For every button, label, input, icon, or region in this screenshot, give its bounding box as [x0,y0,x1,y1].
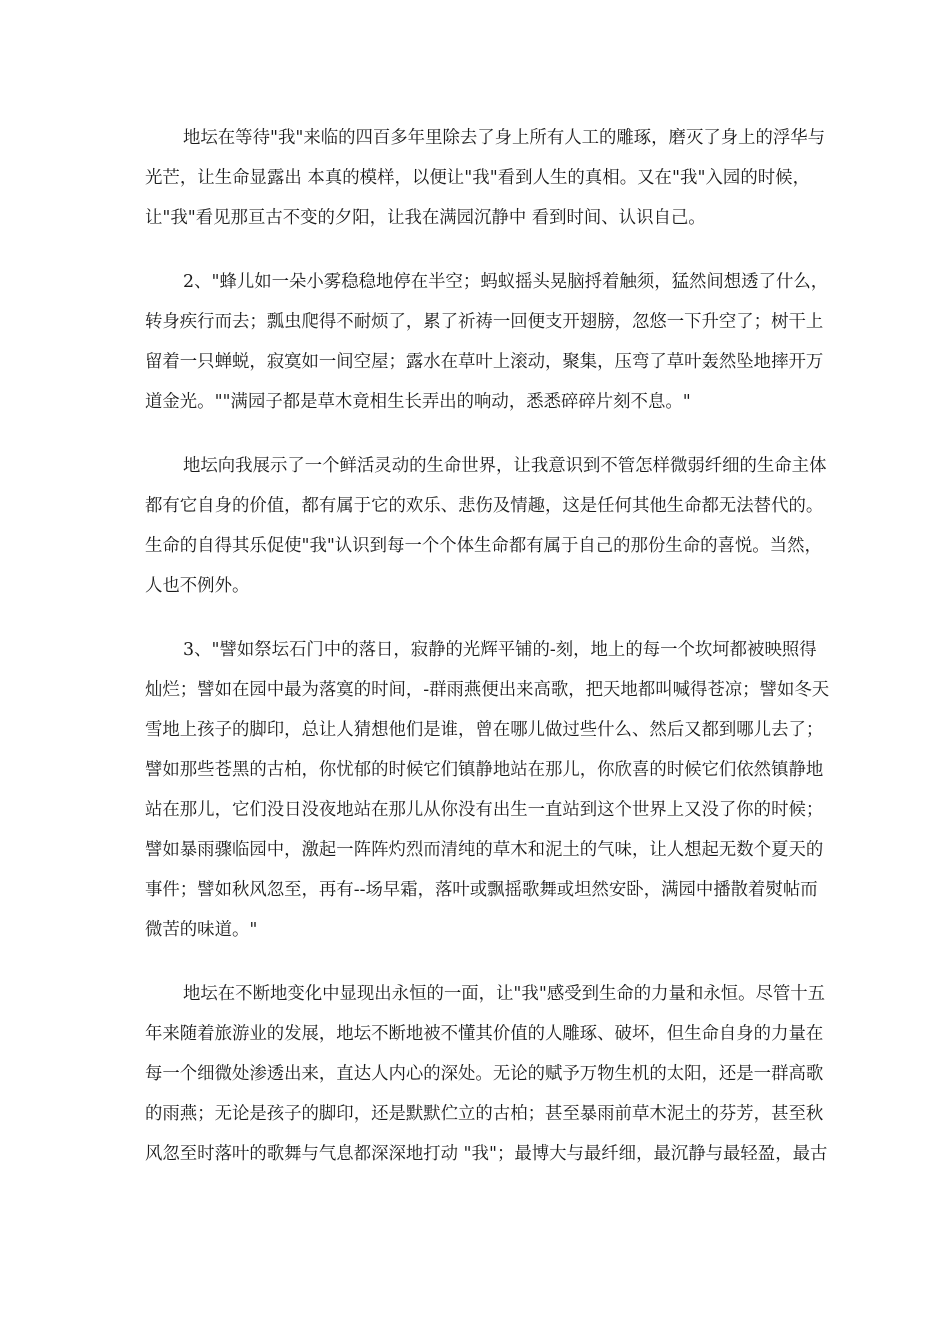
text-line: 地坛在不断地变化中显现出永恒的一面，让"我"感受到生命的力量和永恒。尽管十五 [183,984,826,1004]
text-line: 3、"譬如祭坛石门中的落日，寂静的光辉平铺的-刻，地上的每一个坎坷都被映照得 [183,640,817,660]
paragraph-1 [145,118,826,238]
text-line: 地坛在等待"我"来临的四百多年里除去了身上所有人工的雕琢，磨灭了身上的浮华与 [183,128,826,148]
text-line: 譬如那些苍黑的古柏，你忧郁的时候它们镇静地站在那儿，你欣喜的时候它们依然镇静地 [145,760,824,780]
paragraph-2 [145,262,829,422]
text-line: 灿烂；譬如在园中最为落寞的时间，-群雨燕便出来高歌，把天地都叫喊得苍凉；譬如冬天 [145,680,830,700]
text-line: 事件；譬如秋风忽至，再有--场早霜，落叶或飘摇歌舞或坦然安卧，满园中播散着熨帖而 [145,880,818,900]
text-line: 生命的自得其乐促使"我"认识到每一个个体生命都有属于自己的那份生命的喜悦。当然， [145,536,822,556]
text-line: 雪地上孩子的脚印，总让人猜想他们是谁，曾在哪儿做过些什么、然后又都到哪儿去了； [145,720,824,740]
text-line: 站在那儿，它们没日没夜地站在那儿从你没有出生一直站到这个世界上又没了你的时候； [145,800,824,820]
text-line: 年来随着旅游业的发展，地坛不断地被不懂其价值的人雕琢、破坏，但生命自身的力量在 [145,1024,824,1044]
text-line: 让"我"看见那亘古不变的夕阳，让我在满园沉静中 看到时间、认识自己。 [145,208,706,228]
text-line: 2、"蜂儿如一朵小雾稳稳地停在半空；蚂蚁摇头晃脑捋着触须，猛然间想透了什么， [183,272,829,292]
text-line: 地坛向我展示了一个鲜活灵动的生命世界，让我意识到不管怎样微弱纤细的生命主体 [183,456,827,476]
text-line: 风忽至时落叶的歌舞与气息都深深地打动 "我"；最博大与最纤细，最沉静与最轻盈，最古 [145,1144,828,1164]
text-line: 留着一只蝉蜕，寂寞如一间空屋；露水在草叶上滚动，聚集，压弯了草叶轰然坠地摔开万 [145,352,824,372]
text-line: 人也不例外。 [145,576,250,596]
paragraph-4 [145,630,830,950]
text-line: 光芒，让生命显露出 本真的模样，以便让"我"看到人生的真相。又在"我"入园的时候， [145,168,810,188]
text-line: 的雨燕；无论是孩子的脚印，还是默默伫立的古柏；甚至暴雨前草木泥土的芬芳，甚至秋 [145,1104,824,1124]
text-line: 譬如暴雨骤临园中，激起一阵阵灼烈而清纯的草木和泥土的气味，让人想起无数个夏天的 [145,840,824,860]
document-body [145,118,830,1198]
text-line: 每一个细微处渗透出来，直达人内心的深处。无论的赋予万物生机的太阳，还是一群高歌 [145,1064,824,1084]
paragraph-3 [145,446,827,606]
text-line: 转身疾行而去；瓢虫爬得不耐烦了，累了祈祷一回便支开翅膀，忽悠一下升空了；树干上 [145,312,824,332]
text-line: 微苦的味道。" [145,920,258,940]
text-line: 都有它自身的价值，都有属于它的欢乐、悲伤及情趣，这是任何其他生命都无法替代的。 [145,496,824,516]
text-line: 道金光。""满园子都是草木竟相生长弄出的响动，悉悉碎碎片刻不息。" [145,392,691,412]
paragraph-5 [145,974,828,1174]
